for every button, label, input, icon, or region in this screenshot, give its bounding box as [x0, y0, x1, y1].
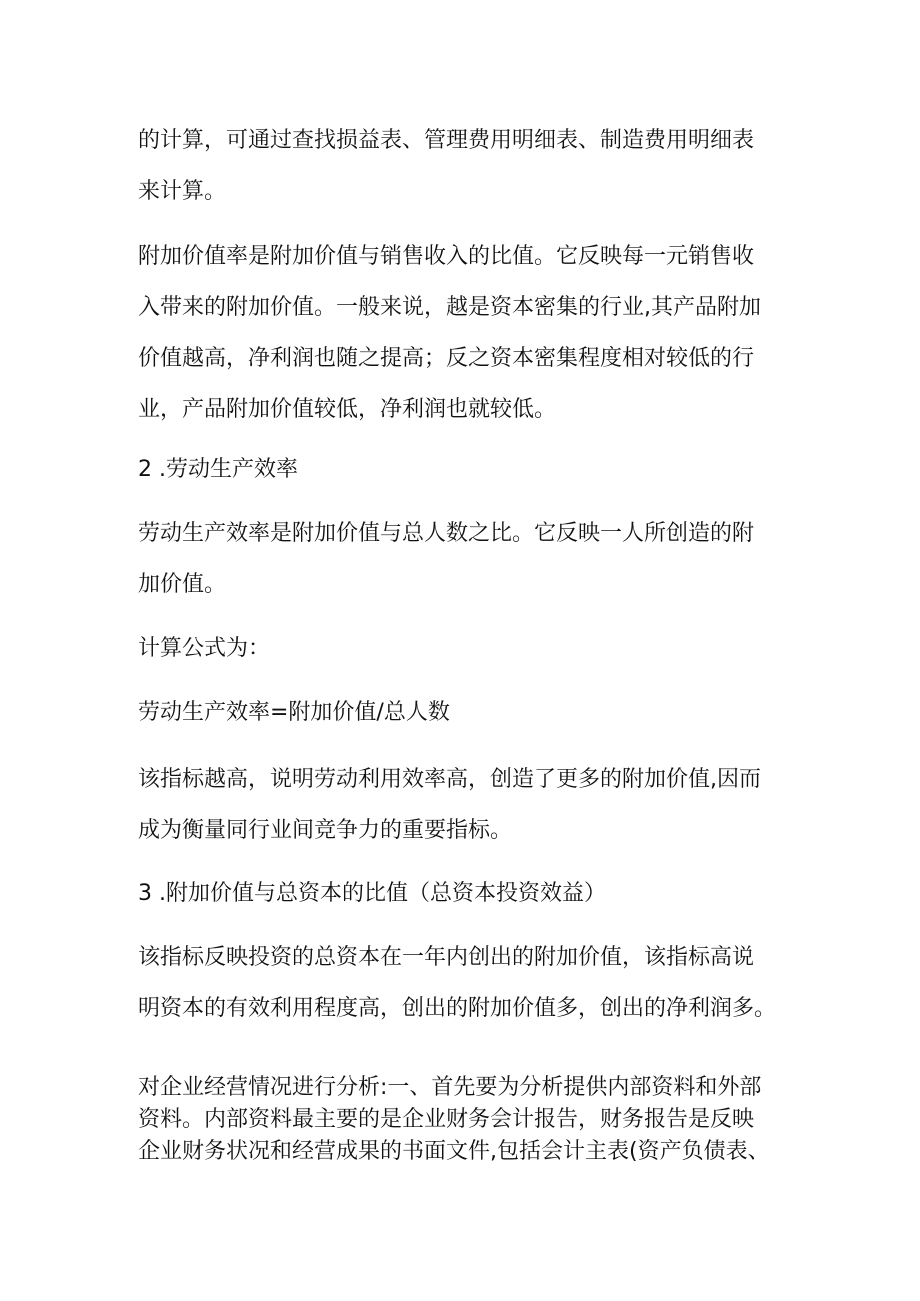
paragraph-indicator-meaning [138, 754, 798, 856]
heading-labor-productivity [138, 450, 798, 490]
text-line: 劳动生产效率是附加价值与总人数之比。它反映一人所创造的附 [138, 521, 755, 546]
text-line: 的计算，可通过查找损益表、管理费用明细表、制造费用明细表 [138, 128, 755, 153]
text-line: 业，产品附加价值较低，净利润也就较低。 [138, 397, 557, 422]
text-line: 资料。内部资料最主要的是企业财务会计报告，财务报告是反映 [138, 1107, 755, 1132]
paragraph-value-added-rate [138, 231, 798, 435]
text-line: 该指标越高，说明劳动利用效率高，创造了更多的附加价值,因而 [138, 767, 761, 792]
text-line: 该指标反映投资的总资本在一年内创出的附加价值，该指标高说 [138, 945, 755, 970]
text-line: 价值越高，净利润也随之提高；反之资本密集程度相对较低的行 [138, 346, 755, 371]
text-line: 加价值。 [138, 572, 227, 597]
heading-text: 3 .附加价值与总资本的比值（总资本投资效益） [138, 881, 606, 906]
paragraph-formula [138, 693, 798, 733]
text-line: 企业财务状况和经营成果的书面文件,包括会计主表(资产负债表、 [138, 1139, 770, 1164]
text-line: 计算公式为： [138, 636, 271, 661]
paragraph-business-analysis [138, 1072, 798, 1168]
heading-total-capital-ratio [138, 874, 798, 914]
text-line: 明资本的有效利用程度高，创出的附加价值多，创出的净利润多。 [138, 996, 777, 1021]
text-line: 来计算。 [138, 179, 227, 204]
text-line: 入带来的附加价值。一般来说，越是资本密集的行业,其产品附加 [138, 295, 761, 320]
paragraph-labor-productivity [138, 508, 798, 610]
text-line: 对企业经营情况进行分析:一、首先要为分析提供内部资料和外部 [138, 1075, 762, 1100]
paragraph-total-capital [138, 932, 798, 1034]
text-line: 成为衡量同行业间竞争力的重要指标。 [138, 818, 513, 843]
text-line: 附加价值率是附加价值与销售收入的比值。它反映每一元销售收 [138, 244, 755, 269]
paragraph-formula-intro [138, 629, 798, 669]
formula-text: 劳动生产效率=附加价值/总人数 [138, 700, 450, 725]
paragraph-cost-calculation [138, 115, 798, 217]
heading-text: 2 .劳动生产效率 [138, 457, 298, 482]
